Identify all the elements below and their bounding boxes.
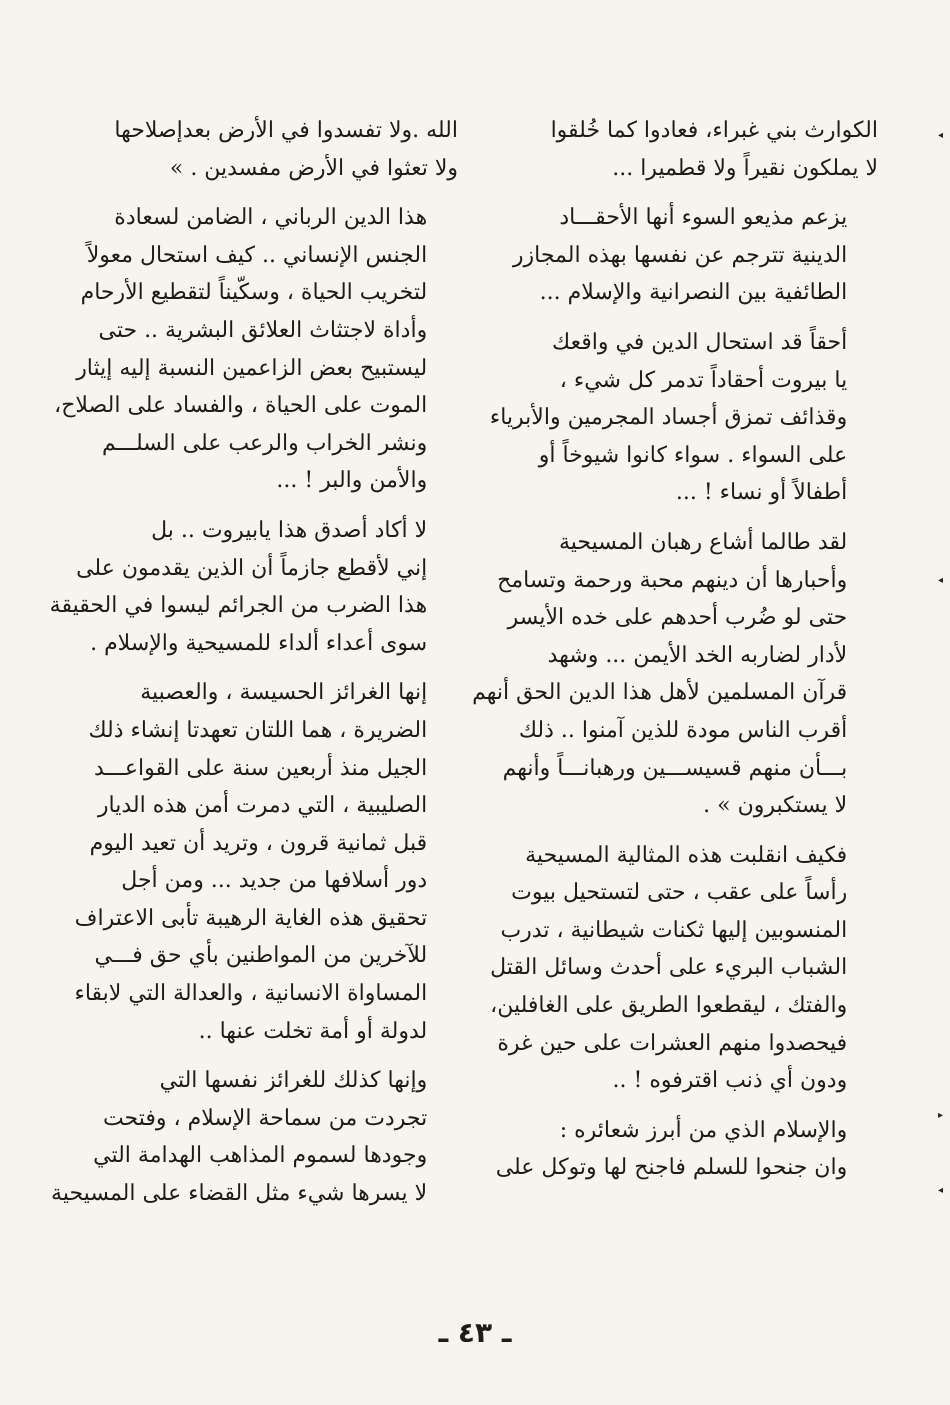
text-line: فيحصدوا منهم العشرات على حين غرة bbox=[497, 1030, 848, 1056]
text-line: الضريرة ، هما اللتان تعهدتا إنشاء ذلك bbox=[88, 717, 428, 743]
paragraph bbox=[49, 512, 458, 662]
paragraph bbox=[54, 199, 458, 500]
text-line: والإسلام الذي من أبرز شعائره : bbox=[559, 1117, 848, 1143]
text-line: سوى أعداء ألداء للمسيحية والإسلام . bbox=[90, 630, 428, 656]
text-line: لأدار لضاربه الخد الأيمن ... وشهد bbox=[547, 642, 848, 668]
text-line: ولا تعثوا في الأرض مفسدين . » bbox=[169, 155, 458, 181]
paragraph bbox=[495, 1112, 878, 1187]
paragraph bbox=[472, 524, 878, 825]
text-line: لدولة أو أمة تخلت عنها .. bbox=[198, 1018, 428, 1044]
text-line: فكيف انقلبت هذه المثالية المسيحية bbox=[525, 842, 848, 868]
margin-mark: ◂ bbox=[938, 575, 944, 586]
text-line: أحقاً قد استحال الدين في واقعك bbox=[552, 329, 848, 355]
text-line: والأمن والبر ! ... bbox=[276, 468, 428, 494]
paragraph bbox=[51, 1062, 458, 1212]
text-line: وجودها لسموم المذاهب الهدامة التي bbox=[93, 1143, 428, 1169]
text-line: أقرب الناس مودة للذين آمنوا .. ذلك bbox=[518, 717, 848, 743]
text-line: الله .ولا تفسدوا في الأرض بعدإصلاحها bbox=[114, 118, 458, 143]
text-line: المنسوبين إليها ثكنات شيطانية ، تدرب bbox=[500, 917, 848, 943]
text-line: للآخرين من المواطنين بأي حق فـــي bbox=[94, 943, 428, 969]
text-line: لا يسرها شيء مثل القضاء على المسيحية bbox=[51, 1181, 428, 1207]
text-line: لقد طالما أشاع رهبان المسيحية bbox=[558, 529, 848, 555]
text-line: لتخريب الحياة ، وسكّيناً لتقطيع الأرحام bbox=[80, 280, 428, 306]
right-column bbox=[472, 112, 878, 1199]
text-line: الجيل منذ أربعين سنة على القواعـــد bbox=[94, 755, 428, 781]
text-line: الموت على الحياة ، والفساد على الصلاح، bbox=[54, 393, 428, 419]
text-line: هذا الضرب من الجرائم ليسوا في الحقيقة bbox=[49, 593, 428, 619]
paragraph bbox=[489, 324, 878, 512]
text-line: ونشر الخراب والرعب على السلـــم bbox=[101, 430, 428, 456]
text-line: الكوارث بني غبراء، فعادوا كما خُلقوا bbox=[550, 118, 878, 143]
text-line: حتى لو ضُرب أحدهم على خده الأيسر bbox=[507, 605, 848, 631]
paragraph bbox=[512, 199, 878, 312]
text-line: الدينية تترجم عن نفسها بهذه المجازر bbox=[512, 242, 848, 268]
text-line: يا بيروت أحقاداً تدمر كل شيء ، bbox=[559, 367, 848, 393]
text-line: وإنها كذلك للغرائز نفسها التي bbox=[159, 1068, 428, 1094]
text-line: أطفالاً أو نساء ! ... bbox=[675, 480, 848, 506]
text-line: رأساً على عقب ، حتى لتستحيل بيوت bbox=[511, 880, 848, 906]
text-line: الصليبية ، التي دمرت أمن هذه الديار bbox=[97, 793, 428, 819]
text-line: والفتك ، ليقطعوا الطريق على الغافلين، bbox=[490, 993, 848, 1019]
margin-mark: ◂ bbox=[938, 1185, 944, 1196]
paragraph bbox=[526, 112, 878, 187]
text-line: الجنس الإنساني .. كيف استحال معولاً bbox=[86, 242, 428, 268]
text-line: إني لأقطع جازماً أن الذين يقدمون على bbox=[76, 555, 428, 581]
text-line: الشباب البريء على أحدث وسائل القتل bbox=[490, 955, 848, 981]
text-line: ليستبيح بعض الزاعمين النسبة إليه إيثار bbox=[76, 355, 428, 381]
text-line: قرآن المسلمين لأهل هذا الدين الحق أنهم bbox=[472, 680, 848, 706]
text-line: لا يملكون نقيراً ولا قطميرا ... bbox=[612, 155, 878, 181]
paragraph bbox=[490, 837, 878, 1100]
text-line: وأحبارها أن دينهم محبة ورحمة وتسامح bbox=[497, 567, 848, 593]
text-line: الطائفية بين النصرانية والإسلام ... bbox=[539, 280, 848, 306]
text-line: قبل ثمانية قرون ، وتريد أن تعيد اليوم bbox=[89, 830, 428, 856]
text-line: لا يستكبرون » . bbox=[703, 793, 848, 819]
margin-mark: ▸ bbox=[938, 1110, 944, 1121]
text-line: بـــأن منهم قسيســـين ورهبانـــاً وأنهم bbox=[502, 755, 848, 781]
text-line: وأداة لاجتثاث العلائق البشرية .. حتى bbox=[98, 317, 428, 343]
paragraph bbox=[106, 112, 458, 187]
text-line: تجردت من سماحة الإسلام ، وفتحت bbox=[102, 1105, 428, 1131]
text-line: لا أكاد أصدق هذا يابيروت .. بل bbox=[151, 517, 428, 543]
text-line: إنها الغرائز الحسيسة ، والعصبية bbox=[140, 680, 428, 706]
text-line: تحقيق هذه الغاية الرهيبة تأبى الاعتراف bbox=[74, 905, 428, 931]
text-line: على السواء . سواء كانوا شيوخاً أو bbox=[538, 442, 848, 468]
margin-mark: ◂ bbox=[938, 130, 944, 141]
text-line: هذا الدين الرباني ، الضامن لسعادة bbox=[114, 205, 428, 231]
left-column bbox=[49, 112, 458, 1225]
text-line: وقذائف تمزق أجساد المجرمين والأبرياء bbox=[489, 405, 848, 431]
text-line: وان جنحوا للسلم فاجنح لها وتوكل على bbox=[495, 1155, 848, 1181]
text-line: المساواة الانسانية ، والعدالة التي لابقاء bbox=[74, 981, 428, 1007]
text-line: ودون أي ذنب اقترفوه ! .. bbox=[612, 1068, 848, 1094]
text-line: يزعم مذيعو السوء أنها الأحقـــاد bbox=[559, 205, 848, 231]
page-number: ـ ٤٣ ـ bbox=[438, 1316, 512, 1349]
paragraph bbox=[74, 674, 458, 1050]
text-line: دور أسلافها من جديد ... ومن أجل bbox=[121, 868, 428, 894]
